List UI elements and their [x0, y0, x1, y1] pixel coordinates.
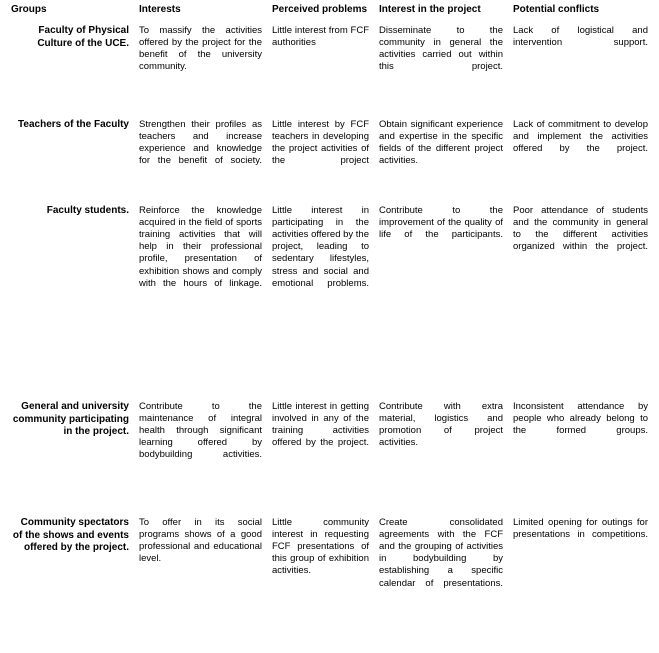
table-row — [6, 21, 653, 115]
cell-potential-conflicts: Lack of commitment to develop and implement the activities offered by the project. — [513, 118, 648, 155]
table-header — [6, 0, 653, 21]
cell-interest-in-project: Obtain significant experience and expertise in the specific fields of the different project activities. — [379, 118, 503, 167]
cell-interest-in-project: Create consolidated agreements with the FCF and the grouping of activities in bodybuilding by establishing a specific calendar of presentations. — [379, 516, 503, 589]
cell-interests: To massify the activities offered by the project for the benefit of the university community. — [139, 24, 262, 73]
cell-potential-conflicts: Lack of logistical and intervention support. — [513, 24, 648, 48]
cell-potential-conflicts: Limited opening for outings for presentations in competitions. — [513, 516, 648, 540]
table-row — [6, 115, 653, 201]
cell-group: Faculty of Physical Culture of the UCE. — [37, 24, 129, 49]
cell-group: Faculty students. — [46, 204, 129, 216]
cell-perceived-problems: Little interest in participating in the activities offered by the project, leading to sedentary lifestyles, stress and social and emotional problems. — [272, 204, 369, 289]
column-header-perceived-problems: Perceived problems — [272, 4, 368, 15]
cell-interest-in-project: Disseminate to the community in general the activities carried out within this project. — [379, 24, 503, 73]
column-header-interests: Interests — [139, 4, 181, 15]
cell-perceived-problems: Little community interest in requesting FCF presentations of this group of exhibition activities. — [272, 516, 369, 577]
cell-perceived-problems: Little interest in getting involved in any of the training activities offered by the project. — [272, 400, 369, 449]
cell-interests: Reinforce the knowledge acquired in the field of sports training activities that will help in their professional profile, presentation of exhibition shows and comply with the hours of linkage. — [139, 204, 262, 289]
cell-interests: To offer in its social programs shows of a good professional and educational level. — [139, 516, 262, 565]
cell-perceived-problems: Little interest by FCF teachers in developing the project activities of the project — [272, 118, 369, 167]
cell-interests: Contribute to the maintenance of integral health through significant learning offered by bodybuilding activities. — [139, 400, 262, 461]
column-header-groups: Groups — [11, 4, 47, 15]
cell-interest-in-project: Contribute with extra material, logistics and promotion of project activities. — [379, 400, 503, 449]
cell-interests: Strengthen their profiles as teachers and increase experience and knowledge for the benefit of society. — [139, 118, 262, 167]
stakeholder-matrix-table — [6, 0, 653, 641]
table-row — [6, 397, 653, 513]
table-header-row — [6, 0, 653, 21]
table-body — [6, 21, 653, 641]
table-row — [6, 201, 653, 397]
cell-interest-in-project: Contribute to the improvement of the quality of life of the participants. — [379, 204, 503, 241]
column-header-interest-in-the-project: Interest in the project — [379, 4, 481, 15]
cell-potential-conflicts: Poor attendance of students and the community in general to the different activities organized within the project. — [513, 204, 648, 253]
cell-group: Community spectators of the shows and events offered by the project. — [12, 516, 129, 554]
table-row — [6, 513, 653, 641]
cell-group: Teachers of the Faculty — [18, 118, 129, 130]
column-header-potential-conflicts: Potential conflicts — [513, 4, 600, 15]
cell-perceived-problems: Little interest from FCF authorities — [272, 24, 369, 48]
cell-potential-conflicts: Inconsistent attendance by people who already belong to the formed groups. — [513, 400, 648, 437]
cell-group: General and university community participating in the project. — [12, 400, 129, 438]
